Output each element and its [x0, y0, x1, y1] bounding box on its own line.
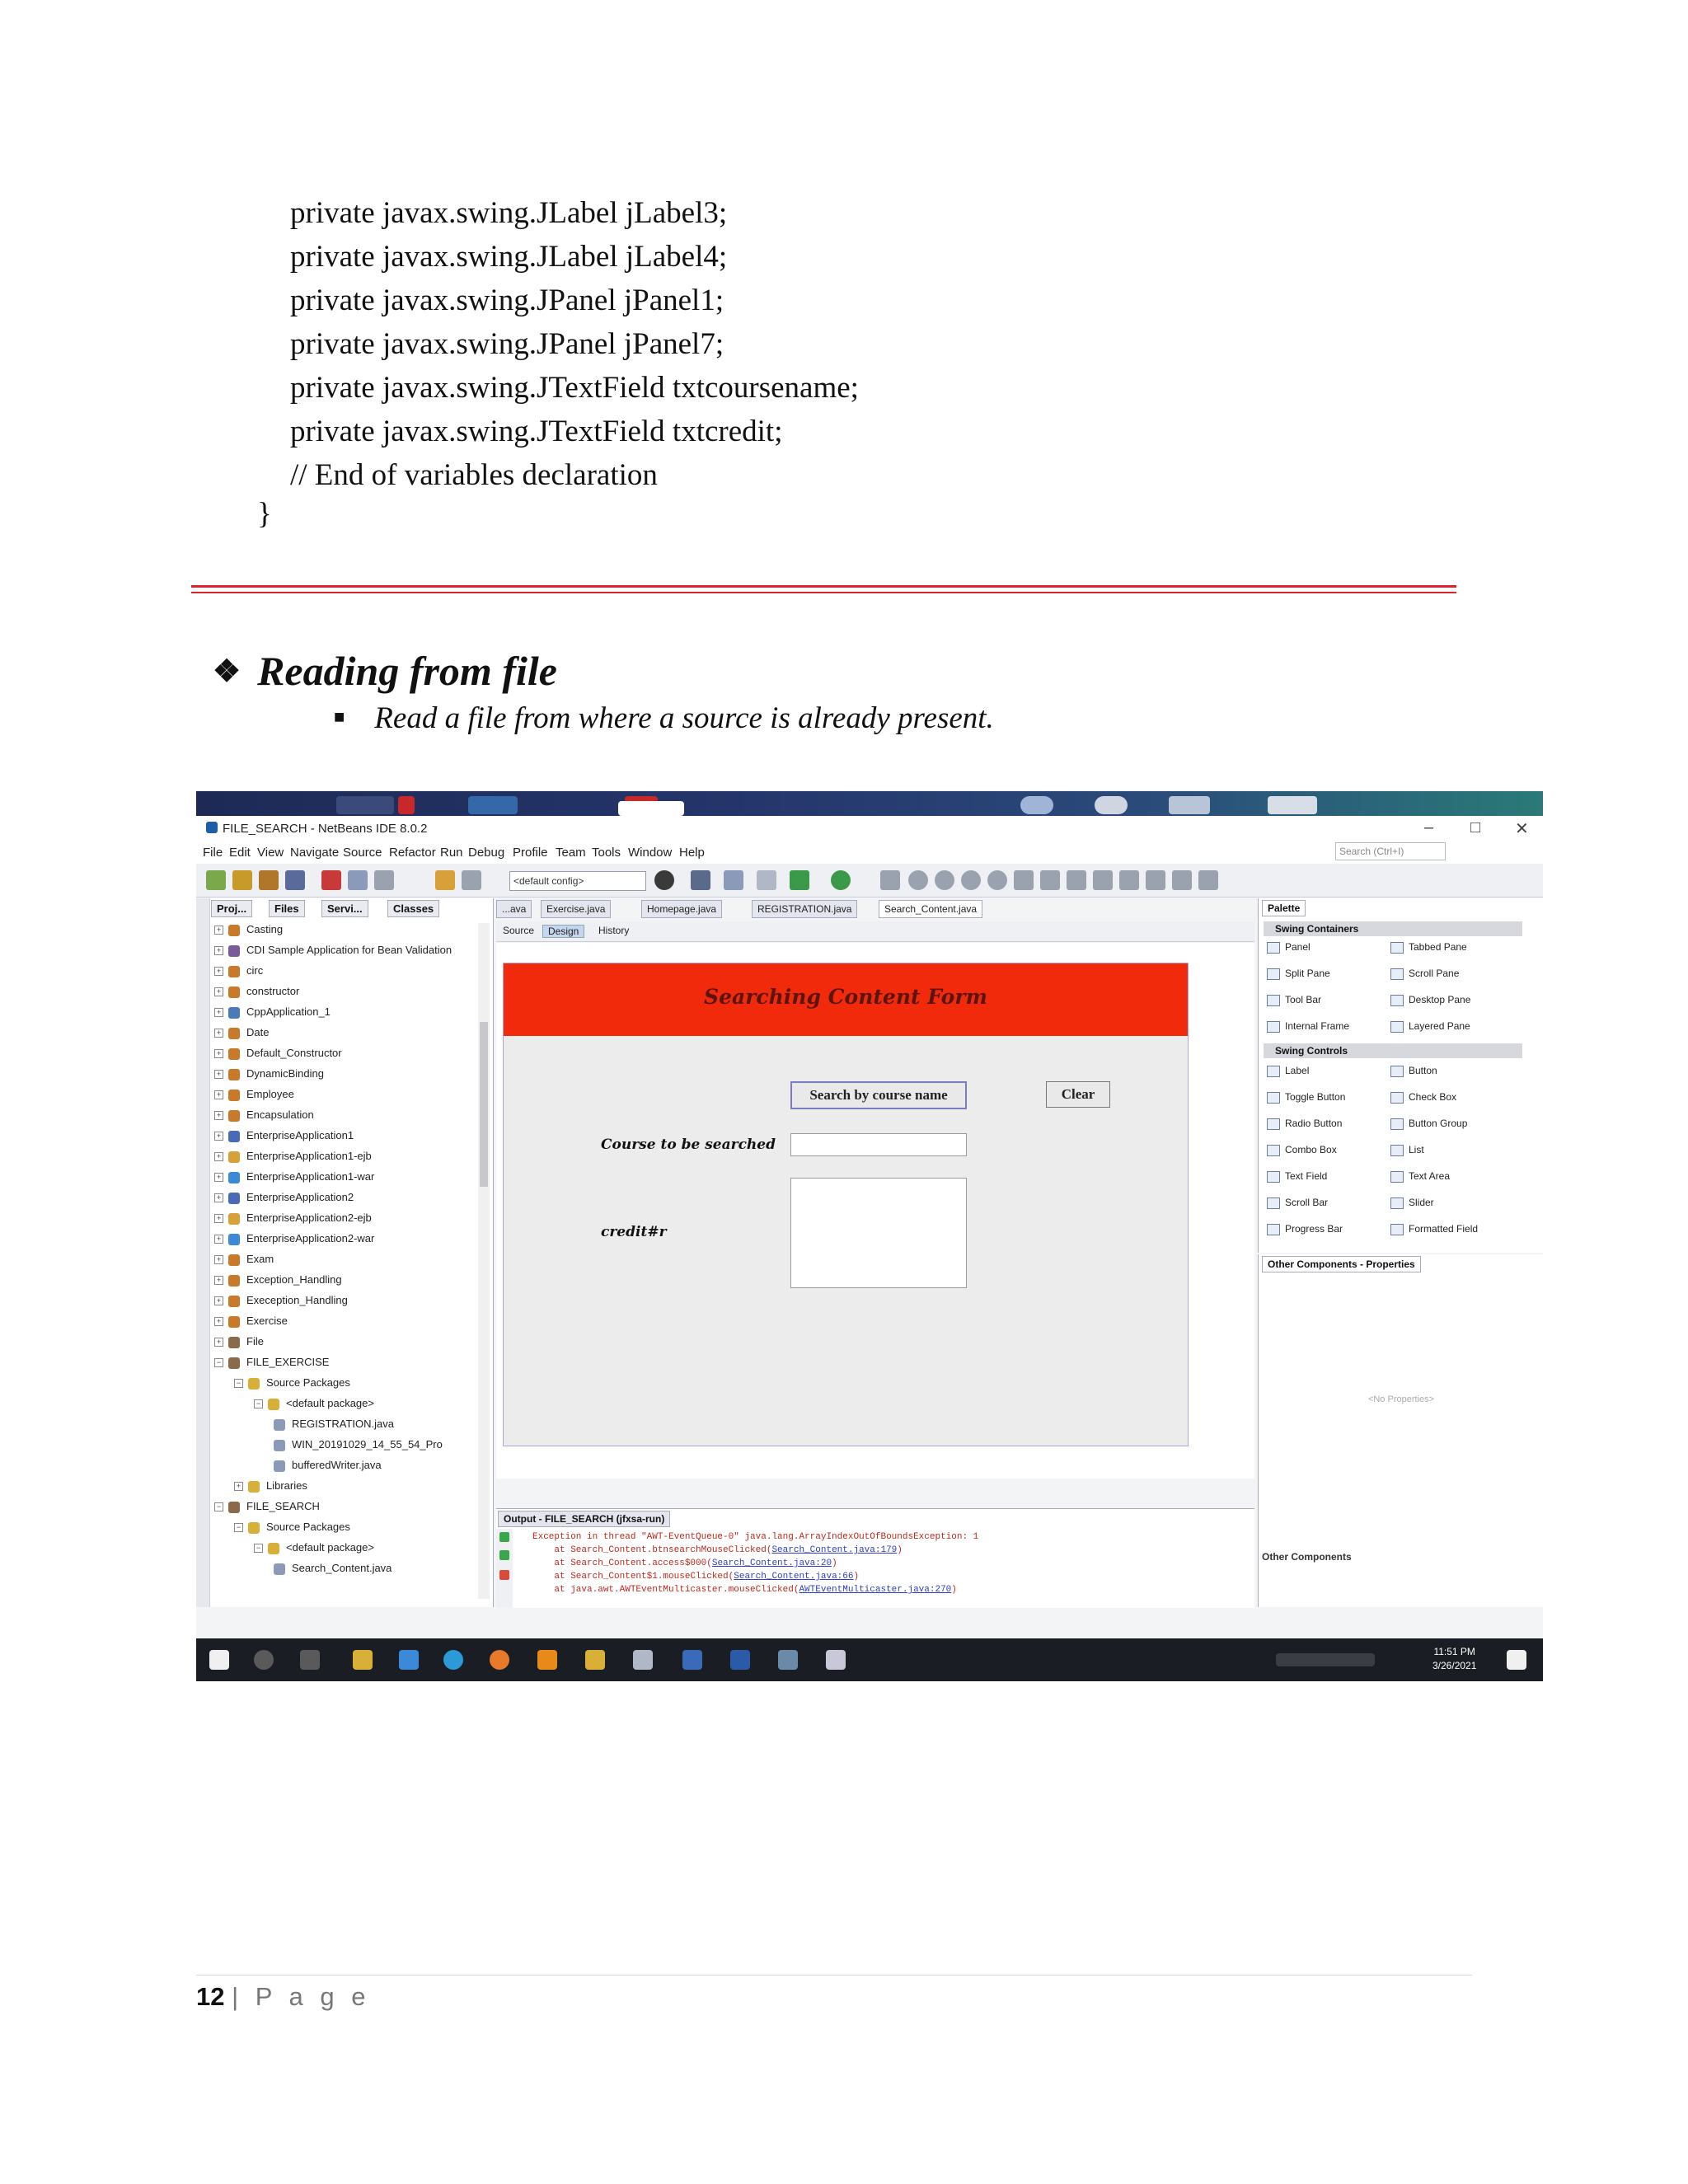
log-line: at Search_Content.access$000(Search_Content.java:20)	[532, 1558, 837, 1568]
tree-item[interactable]: bufferedWriter.java	[274, 1459, 382, 1475]
tab-thumbnail	[618, 801, 684, 816]
tree-item[interactable]: − Source Packages	[234, 1521, 350, 1537]
tab-thumbnail	[1020, 796, 1053, 814]
stack-link[interactable]: AWTEventMulticaster.java:270	[799, 1585, 952, 1595]
tree-item[interactable]: Search_Content.java	[274, 1562, 392, 1578]
course-name-field[interactable]	[790, 1133, 967, 1156]
palette-item[interactable]: Button Group	[1390, 1118, 1467, 1130]
firefox-icon[interactable]	[490, 1650, 509, 1670]
clear-button[interactable]: Clear	[1046, 1081, 1110, 1108]
tab-thumbnail	[1268, 796, 1317, 814]
stop-icon[interactable]	[499, 1570, 509, 1580]
netbeans-taskbar-icon[interactable]	[682, 1650, 702, 1670]
config-select[interactable]: <default config>	[509, 871, 646, 891]
tree-item[interactable]: REGISTRATION.java	[274, 1418, 394, 1434]
bullet-text: Read a file from where a source is already present.	[374, 701, 994, 735]
tree-item[interactable]: + CppApplication_1	[214, 1005, 331, 1022]
build-icon[interactable]	[654, 870, 674, 890]
form-preview	[503, 963, 1189, 1446]
edge-icon[interactable]	[443, 1650, 463, 1670]
word-icon[interactable]	[730, 1650, 750, 1670]
palette-title[interactable]: Palette	[1262, 900, 1306, 916]
paste-icon[interactable]	[374, 870, 394, 890]
code-line: private javax.swing.JLabel jLabel4;	[290, 240, 728, 274]
menu-help[interactable]: Help	[679, 846, 705, 860]
tree-item[interactable]: + DynamicBinding	[214, 1067, 324, 1084]
code-line: // End of variables declaration	[290, 458, 658, 492]
menu-refactor[interactable]: Refactor	[389, 846, 436, 860]
section-heading-text: Reading from file	[257, 648, 557, 694]
tree-item[interactable]: + EnterpriseApplication1-war	[214, 1170, 374, 1187]
clock-time: 11:51 PM	[1433, 1646, 1475, 1657]
tab-thumbnail	[1169, 796, 1210, 814]
new-file-icon[interactable]	[206, 870, 226, 890]
cut-icon[interactable]	[321, 870, 341, 890]
tree-item[interactable]: + EnterpriseApplication1-ejb	[214, 1150, 372, 1166]
tree-item[interactable]: WIN_20191029_14_55_54_Pro	[274, 1438, 443, 1455]
close-icon[interactable]: ✕	[1515, 820, 1529, 838]
palette-item[interactable]: Radio Button	[1267, 1118, 1342, 1130]
menu-run[interactable]: Run	[440, 846, 463, 860]
search-icon[interactable]	[254, 1650, 274, 1670]
palette-category[interactable]: Swing Controls	[1264, 1043, 1522, 1058]
palette-item[interactable]: Label	[1267, 1065, 1309, 1077]
tree-item[interactable]: + EnterpriseApplication2-ejb	[214, 1212, 372, 1228]
netbeans-icon	[206, 822, 218, 833]
code-line: private javax.swing.JPanel jPanel7;	[290, 327, 724, 361]
clock-date: 3/26/2021	[1432, 1660, 1477, 1671]
palette-item[interactable]: Scroll Bar	[1267, 1197, 1328, 1209]
palette-item[interactable]: Toggle Button	[1267, 1091, 1345, 1104]
output-title[interactable]: Output - FILE_SEARCH (jfxsa-run)	[498, 1511, 670, 1527]
palette-item[interactable]: Button	[1390, 1065, 1437, 1077]
window-titlebar	[196, 816, 1543, 841]
projects-panel	[196, 898, 494, 1607]
menu-bar	[196, 841, 1543, 864]
app-icon[interactable]	[778, 1650, 798, 1670]
toolbar-icon[interactable]	[1040, 870, 1060, 890]
browser-tab-strip	[196, 791, 1543, 816]
copy-icon[interactable]	[348, 870, 368, 890]
tree-item[interactable]: − FILE_EXERCISE	[214, 1356, 329, 1372]
palette-category[interactable]: Swing Containers	[1264, 921, 1522, 936]
main-toolbar	[196, 864, 1543, 898]
tree-item[interactable]: + Default_Constructor	[214, 1047, 342, 1063]
editor-tab-active[interactable]: Search_Content.java	[879, 900, 982, 918]
menu-tools[interactable]: Tools	[592, 846, 621, 860]
new-project-icon[interactable]	[232, 870, 252, 890]
tree-item[interactable]: + EnterpriseApplication1	[214, 1129, 354, 1146]
properties-panel	[1258, 1254, 1543, 1607]
palette-item[interactable]: Progress Bar	[1267, 1223, 1343, 1235]
page-label: | P a g e	[232, 1982, 371, 2011]
tree-item[interactable]: + constructor	[214, 985, 299, 1001]
toolbar-icon[interactable]	[908, 870, 928, 890]
vlc-icon[interactable]	[537, 1650, 557, 1670]
tab-projects[interactable]: Proj...	[211, 900, 252, 917]
tree-item[interactable]: + Exeception_Handling	[214, 1294, 348, 1310]
tree-item[interactable]: + CDI Sample Application for Bean Validation	[214, 944, 452, 960]
tree-item[interactable]: + Exercise	[214, 1315, 288, 1331]
editor-tab[interactable]: ...ava	[496, 900, 532, 918]
editor-tab[interactable]: Homepage.java	[641, 900, 722, 918]
run-project-icon[interactable]	[831, 870, 851, 890]
output-log	[532, 1530, 978, 1596]
divider-rule	[191, 592, 1456, 593]
output-sidebar	[496, 1529, 513, 1608]
palette-item[interactable]: Panel	[1267, 941, 1311, 954]
windows-taskbar	[196, 1638, 1543, 1681]
toolbar-icon[interactable]	[1198, 870, 1218, 890]
divider-rule	[191, 585, 1456, 588]
open-project-icon[interactable]	[259, 870, 279, 890]
maximize-icon[interactable]: □	[1470, 818, 1481, 837]
design-toolbar	[496, 921, 1254, 942]
tree-item[interactable]: + EnterpriseApplication2	[214, 1191, 354, 1207]
stack-link[interactable]: Search_Content.java:20	[711, 1558, 832, 1568]
rerun-icon[interactable]	[499, 1532, 509, 1542]
clean-build-icon[interactable]	[691, 870, 710, 890]
minimize-icon[interactable]: –	[1424, 818, 1434, 837]
menu-view[interactable]: View	[257, 846, 284, 860]
palette-item[interactable]: Desktop Pane	[1390, 994, 1470, 1006]
square-bullet-icon: ■	[334, 706, 345, 727]
toolbar-icon[interactable]	[1067, 870, 1086, 890]
tree-item[interactable]: + Exception_Handling	[214, 1273, 342, 1290]
toolbar-icon[interactable]	[1146, 870, 1165, 890]
closing-brace: }	[257, 497, 272, 531]
editor-tab[interactable]: Exercise.java	[541, 900, 611, 918]
form-title: Searching Content Form	[704, 985, 987, 1009]
menu-profile[interactable]: Profile	[513, 846, 548, 860]
undo-icon[interactable]	[435, 870, 455, 890]
mail-icon[interactable]	[399, 1650, 419, 1670]
toolbar-icon[interactable]	[961, 870, 981, 890]
menu-edit[interactable]: Edit	[229, 846, 251, 860]
code-block	[290, 191, 859, 497]
diamond-bullet-icon: ❖	[213, 654, 241, 689]
tab-thumbnail	[1095, 796, 1128, 814]
toolbar-icon[interactable]	[880, 870, 900, 890]
palette-item[interactable]: Split Pane	[1267, 968, 1330, 980]
store-icon[interactable]	[353, 1650, 373, 1670]
log-line: Exception in thread "AWT-EventQueue-0" java.lang.ArrayIndexOutOfBoundsException: 1	[532, 1532, 979, 1542]
bullet-item	[334, 701, 994, 736]
other-components-label: Other Components	[1262, 1551, 1352, 1563]
tree-item[interactable]: − FILE_SEARCH	[214, 1500, 320, 1516]
tab-thumbnail	[336, 796, 394, 814]
code-line: private javax.swing.JPanel jPanel1;	[290, 284, 724, 317]
section-heading	[213, 647, 557, 695]
navigator-strip[interactable]	[196, 898, 210, 1607]
palette-item[interactable]: Formatted Field	[1390, 1223, 1478, 1235]
palette-item[interactable]: Text Field	[1267, 1170, 1327, 1183]
code-line: private javax.swing.JLabel jLabel3;	[290, 196, 728, 230]
palette-item[interactable]: Tabbed Pane	[1390, 941, 1467, 954]
no-properties-text: <No Properties>	[1367, 1394, 1435, 1404]
redo-icon[interactable]	[462, 870, 481, 890]
menu-navigate[interactable]: Navigate	[290, 846, 340, 860]
tree-item[interactable]: + Employee	[214, 1088, 294, 1104]
form-header	[504, 963, 1188, 1036]
page-footer	[196, 1982, 370, 2012]
tree-item[interactable]: − <default package>	[254, 1541, 374, 1558]
window-title: FILE_SEARCH - NetBeans IDE 8.0.2	[223, 822, 428, 836]
debug-icon[interactable]	[757, 870, 776, 890]
tab-classes[interactable]: Classes	[387, 900, 439, 917]
editor-tab[interactable]: REGISTRATION.java	[752, 900, 857, 918]
menu-debug[interactable]: Debug	[468, 846, 505, 860]
stack-link[interactable]: Search_Content.java:66	[734, 1572, 854, 1582]
output-panel	[496, 1508, 1254, 1608]
toolbar-icon[interactable]	[1014, 870, 1034, 890]
ide-screenshot	[196, 791, 1543, 1681]
tree-item[interactable]: − <default package>	[254, 1397, 374, 1413]
menu-file[interactable]: File	[203, 846, 223, 860]
properties-title[interactable]: Other Components - Properties	[1262, 1256, 1421, 1272]
notifications-icon[interactable]	[1507, 1650, 1526, 1670]
toolbar-icon[interactable]	[987, 870, 1007, 890]
palette-item[interactable]: Tool Bar	[1267, 994, 1321, 1006]
tree-item[interactable]: + circ	[214, 964, 263, 981]
palette-item[interactable]: Layered Pane	[1390, 1020, 1470, 1033]
palette-item[interactable]: Internal Frame	[1267, 1020, 1349, 1033]
log-line: at Search_Content$1.mouseClicked(Search_Content.java:66)	[532, 1572, 860, 1582]
menu-source[interactable]: Source	[343, 846, 382, 860]
app-icon[interactable]	[826, 1650, 846, 1670]
tab-thumbnail	[468, 796, 518, 814]
file-explorer-icon[interactable]	[585, 1650, 605, 1670]
tree-item[interactable]: − Source Packages	[234, 1376, 350, 1393]
run-icon[interactable]	[724, 870, 743, 890]
toolbar-icon[interactable]	[935, 870, 954, 890]
course-label: Course to be searched	[601, 1137, 776, 1153]
save-all-icon[interactable]	[285, 870, 305, 890]
log-line: at java.awt.AWTEventMulticaster.mouseClicked(AWTEventMulticaster.java:270)	[532, 1585, 957, 1595]
palette-item[interactable]: List	[1390, 1144, 1424, 1156]
stack-link[interactable]: Search_Content.java:179	[771, 1545, 898, 1555]
menu-team[interactable]: Team	[556, 846, 586, 860]
palette-item[interactable]: Check Box	[1390, 1091, 1456, 1104]
tree-item[interactable]: + Date	[214, 1026, 269, 1043]
palette-item[interactable]: Slider	[1390, 1197, 1434, 1209]
palette-item[interactable]: Combo Box	[1267, 1144, 1337, 1156]
search-input[interactable]: Search (Ctrl+I)	[1335, 842, 1446, 860]
taskbar-clock[interactable]	[1432, 1645, 1476, 1673]
credit-text-area[interactable]	[790, 1178, 967, 1288]
menu-window[interactable]: Window	[628, 846, 673, 860]
task-view-icon[interactable]	[300, 1650, 320, 1670]
tab-source[interactable]: Source	[503, 925, 535, 936]
toolbar-icon[interactable]	[1172, 870, 1192, 890]
windows-start-icon[interactable]	[209, 1650, 229, 1670]
tree-item[interactable]: + Exam	[214, 1253, 274, 1269]
tree-scrollbar[interactable]	[478, 923, 490, 1599]
tree-item[interactable]: + File	[214, 1335, 264, 1352]
rerun-icon[interactable]	[499, 1550, 509, 1560]
code-line: private javax.swing.JTextField txtcoursename;	[290, 371, 859, 405]
profile-icon[interactable]	[790, 870, 809, 890]
toolbar-icon[interactable]	[1093, 870, 1113, 890]
tab-services[interactable]: Servi...	[321, 900, 368, 917]
scrollbar-thumb[interactable]	[480, 1022, 488, 1187]
tree-item[interactable]: + Casting	[214, 923, 283, 940]
design-canvas	[496, 943, 1254, 1479]
toolbar-icon[interactable]	[1119, 870, 1139, 890]
search-by-course-button[interactable]: Search by course name	[790, 1081, 967, 1109]
credit-label: credit#r	[601, 1224, 667, 1240]
log-line: at Search_Content.btnsearchMouseClicked(Search_Content.java:179)	[532, 1545, 903, 1555]
palette-panel	[1258, 898, 1543, 1253]
system-tray-icons[interactable]	[1276, 1653, 1375, 1666]
tab-thumbnail	[398, 796, 415, 814]
tree-item[interactable]: + Encapsulation	[214, 1108, 314, 1125]
tab-files[interactable]: Files	[269, 900, 305, 917]
editor-tabs	[496, 900, 1254, 918]
tab-history[interactable]: History	[598, 925, 630, 936]
app-icon[interactable]	[633, 1650, 653, 1670]
page-number: 12	[196, 1982, 225, 2011]
code-line: private javax.swing.JTextField txtcredit;	[290, 415, 783, 448]
tab-design[interactable]: Design	[542, 925, 584, 938]
tree-item[interactable]: + Libraries	[234, 1479, 307, 1496]
palette-item[interactable]: Text Area	[1390, 1170, 1450, 1183]
palette-item[interactable]: Scroll Pane	[1390, 968, 1459, 980]
tree-item[interactable]: + EnterpriseApplication2-war	[214, 1232, 374, 1249]
